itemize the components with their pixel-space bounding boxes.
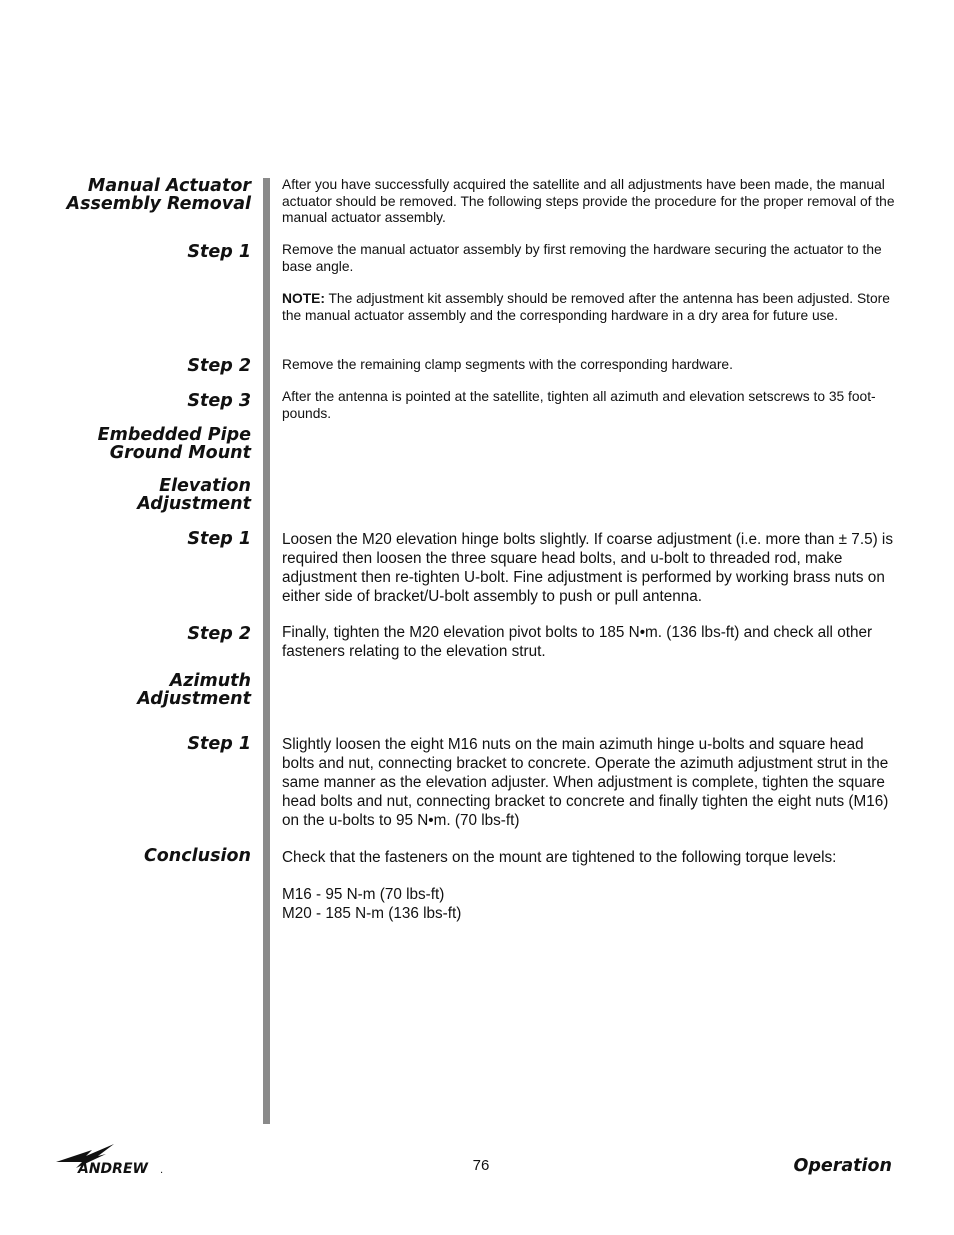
heading-embedded-pipe: [98, 427, 251, 462]
note-text: The adjustment kit assembly should be removed after the antenna has been adjusted. Store the manual actuator assembly and the corresponding hardware in a dry area for future use.: [282, 291, 890, 323]
heading-elevation-adjustment: [137, 478, 251, 513]
note-paragraph: [282, 291, 898, 324]
footer-section-title: Operation: [793, 1156, 892, 1176]
heading-elevation-step-2: Step 2: [187, 624, 251, 644]
page-number: 76: [472, 1157, 490, 1174]
heading-azimuth-step-1: Step 1: [187, 734, 251, 754]
heading-line: Adjustment: [137, 493, 251, 514]
margin-rule: [263, 178, 270, 1124]
torque-m20: M20 - 185 N-m (136 lbs-ft): [282, 905, 462, 922]
heading-line: Azimuth: [169, 671, 251, 691]
heading-azimuth-adjustment: [137, 673, 251, 708]
torque-m16: M16 - 95 N-m (70 lbs-ft): [282, 886, 445, 903]
note-label: NOTE:: [282, 291, 325, 306]
heading-line: Embedded Pipe: [97, 425, 251, 445]
logo-registered-mark: .: [160, 1165, 164, 1176]
azimuth-step-1-paragraph: Slightly loosen the eight M16 nuts on the main azimuth hinge u-bolts and square head bolts and nut, connecting bracket to concrete. Operate the azimuth adjustment strut in the same manner as the elevation adjuster. When adjustment is complete, tighten the square head bolts and nut, connecting bracket to concrete and finally tighten the eight nuts (M16) on the u-bolts to 95 N•m. (70 lbs-ft): [282, 736, 889, 829]
heading-step-1: Step 1: [187, 242, 251, 262]
step-3-paragraph: After the antenna is pointed at the satellite, tighten all azimuth and elevation setscrews to 35 foot-pounds.: [282, 389, 876, 421]
elevation-step-1-paragraph: Loosen the M20 elevation hinge bolts slightly. If coarse adjustment (i.e. more than ± 7.5) is required then loosen the three square head bolts, and u-bolt to threaded rod, make adjustment then re-tighten U-bolt. Fine adjustment is performed by working brass nuts on either side of bracket/U-bolt assembly to push or pull antenna.: [282, 531, 893, 605]
heading-step-3: Step 3: [187, 391, 251, 411]
intro-paragraph: After you have successfully acquired the satellite and all adjustments have been made, the manual actuator should be removed. The following steps provide the procedure for the proper removal of the manual actuator assembly.: [282, 177, 895, 225]
heading-line: Ground Mount: [109, 442, 251, 463]
elevation-step-2-paragraph: Finally, tighten the M20 elevation pivot bolts to 185 N•m. (136 lbs-ft) and check all other fasteners relating to the elevation strut.: [282, 624, 873, 660]
heading-manual-actuator: [67, 178, 251, 213]
andrew-logo: [56, 1140, 171, 1181]
lightning-bolt-icon: [56, 1140, 171, 1176]
heading-line: Adjustment: [137, 688, 251, 709]
heading-line: Manual Actuator: [87, 176, 251, 196]
logo-wordmark: ANDREW: [78, 1161, 148, 1176]
heading-line: Assembly Removal: [66, 193, 251, 214]
conclusion-paragraph: Check that the fasteners on the mount are tightened to the following torque levels:: [282, 849, 837, 866]
heading-elevation-step-1: Step 1: [187, 529, 251, 549]
heading-conclusion: Conclusion: [143, 846, 251, 866]
heading-step-2: Step 2: [187, 356, 251, 376]
step-1-paragraph: Remove the manual actuator assembly by first removing the hardware securing the actuator to the base angle.: [282, 242, 882, 274]
step-2-paragraph: Remove the remaining clamp segments with the corresponding hardware.: [282, 357, 733, 372]
heading-line: Elevation: [159, 476, 251, 496]
